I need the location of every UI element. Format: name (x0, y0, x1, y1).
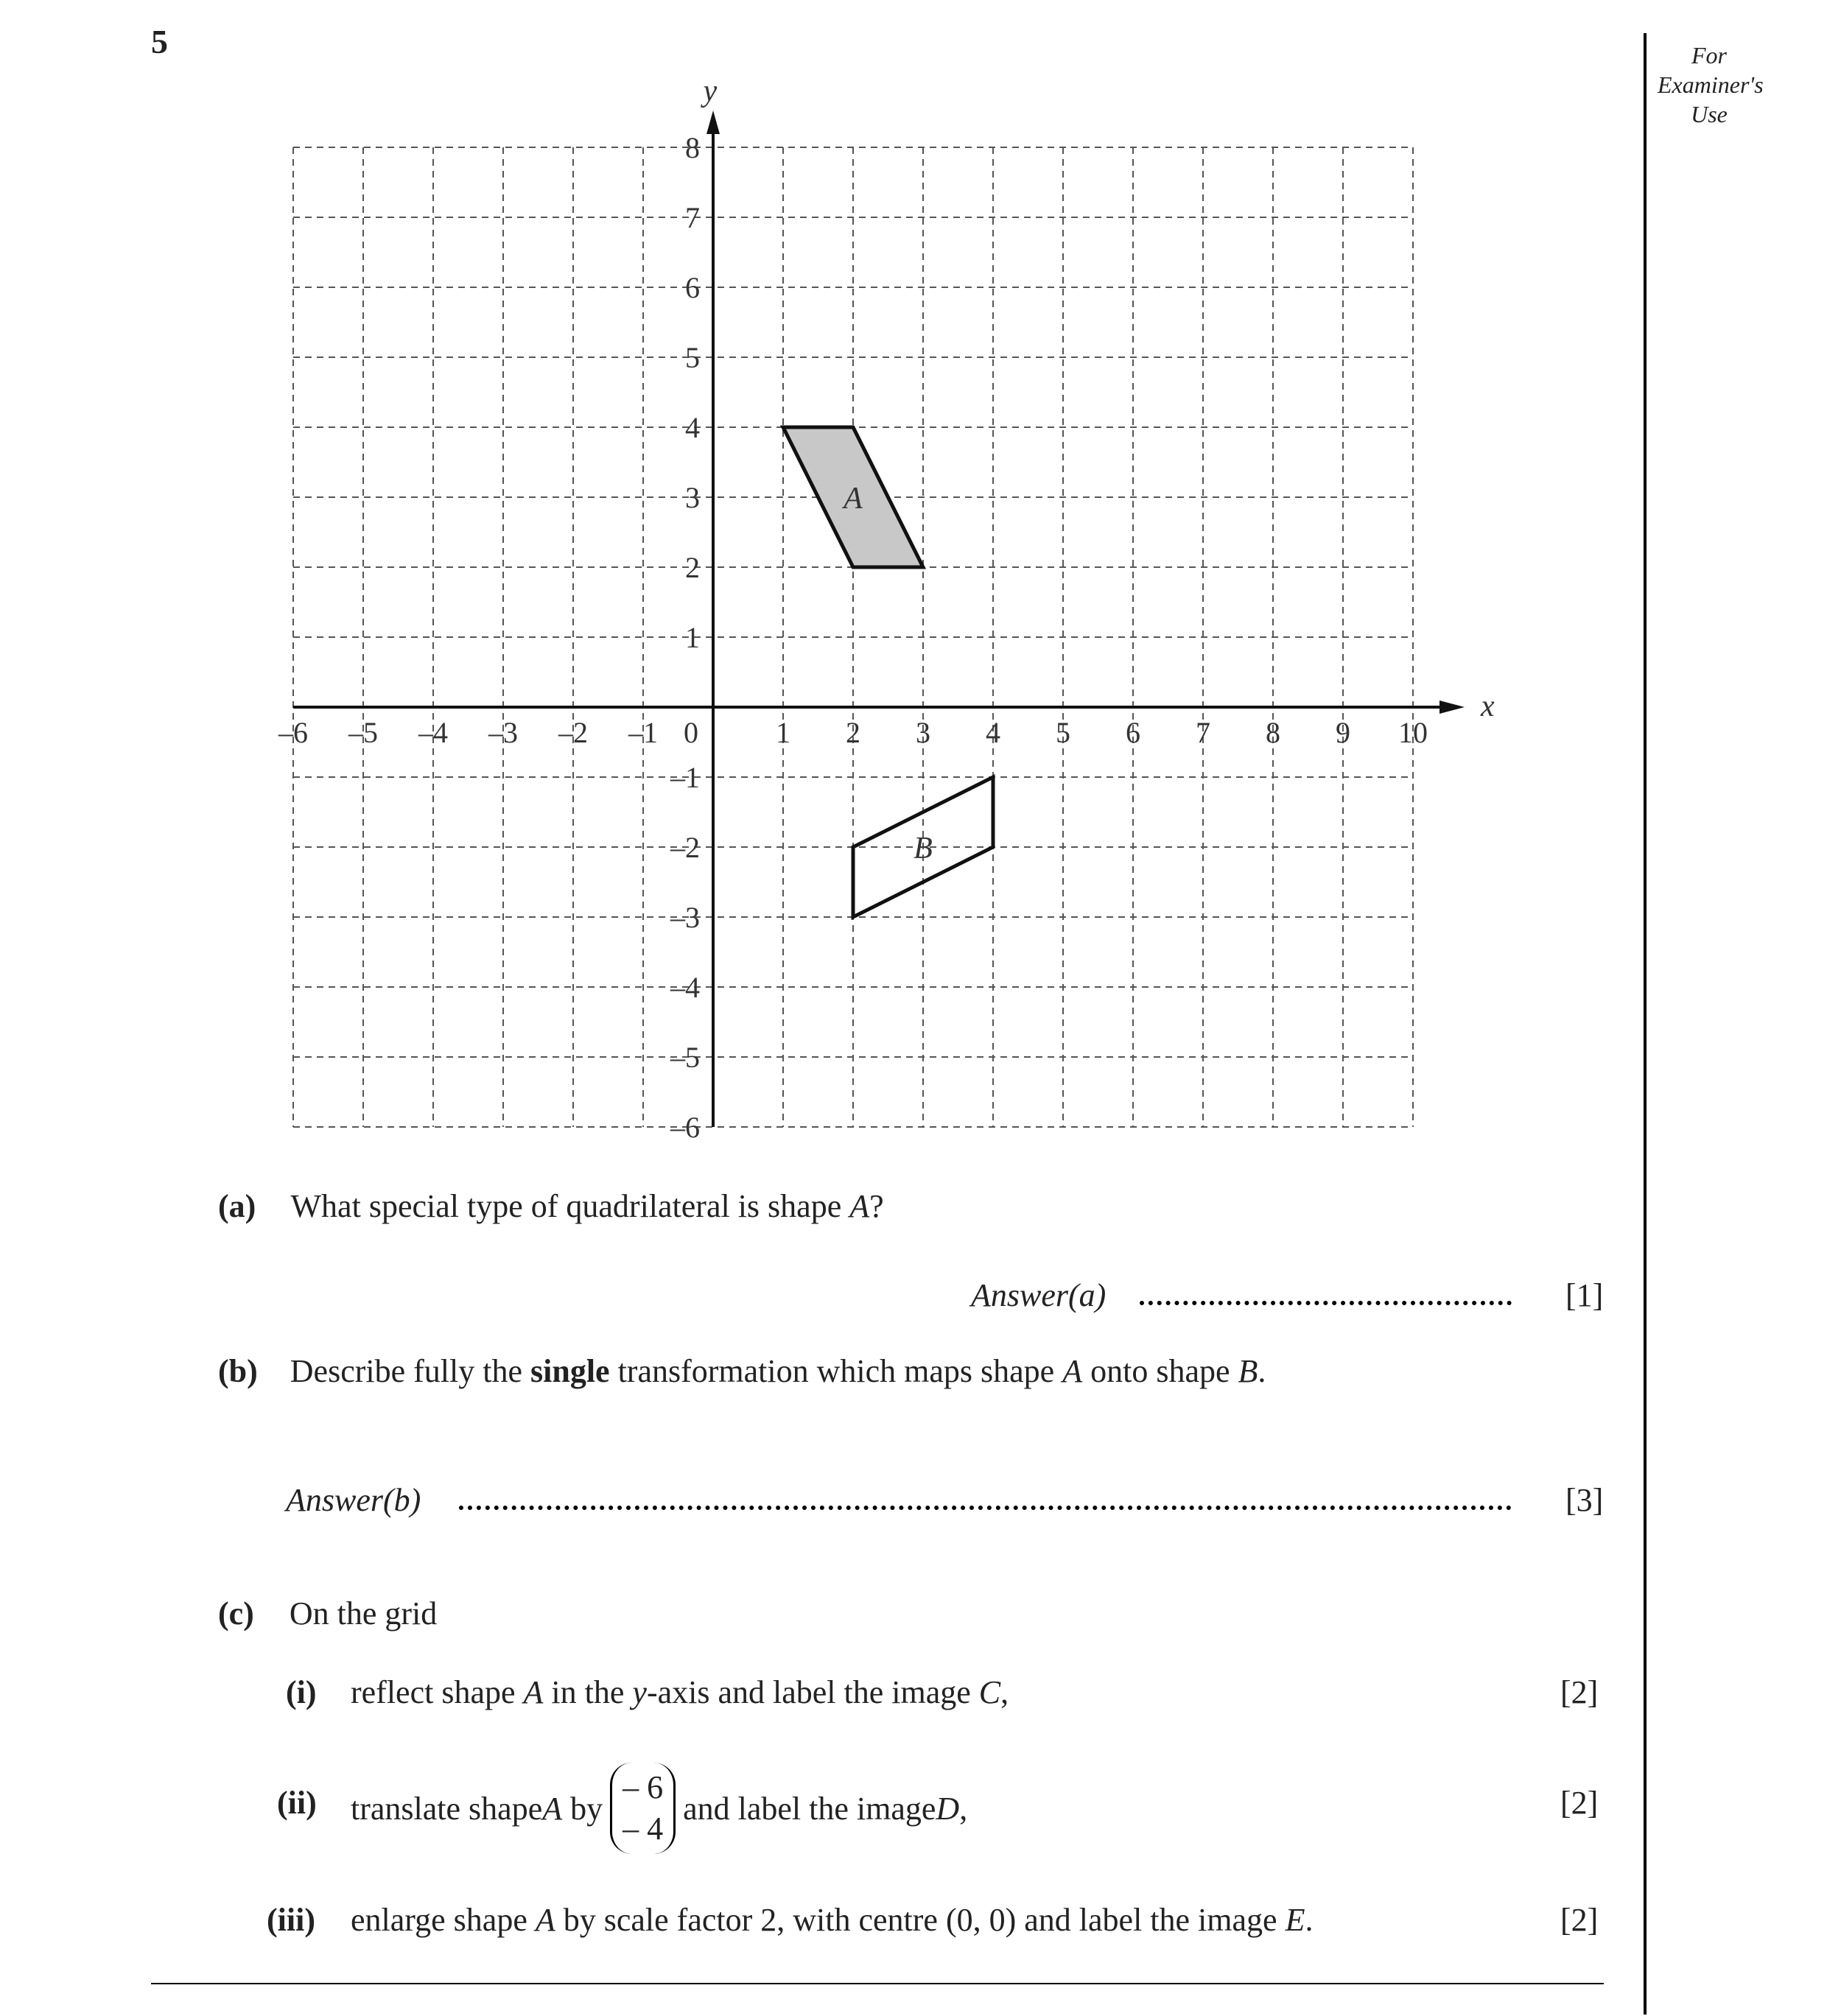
x-tick-label: 3 (916, 716, 930, 749)
part-a-label: (a) (218, 1188, 256, 1224)
question-number: 5 (151, 23, 168, 60)
answer-b-line[interactable] (459, 1506, 1512, 1510)
c-ii-t2: by (570, 1790, 603, 1827)
part-b-text-3: onto shape (1082, 1353, 1238, 1389)
c-i-t3: -axis and label the image (646, 1674, 979, 1710)
y-tick-label: 4 (685, 411, 700, 444)
vector-top: – 6 (623, 1769, 664, 1805)
c-iii-t1: enlarge shape (351, 1902, 536, 1938)
c-i-t1: reflect shape (351, 1674, 524, 1710)
c-i-shape: A (523, 1674, 544, 1710)
c-iii-shape: A (535, 1902, 555, 1938)
part-c-i-marks: [2] (1560, 1674, 1599, 1710)
c-iii-t3: . (1305, 1902, 1314, 1938)
x-tick-label: –6 (278, 716, 308, 749)
part-a-text-end: ? (869, 1188, 884, 1224)
part-b-text-2: transformation which maps shape (609, 1353, 1063, 1389)
c-iii-t2: by scale factor 2, with centre (0, 0) and label the image (555, 1902, 1286, 1938)
part-b-text-4: . (1258, 1353, 1266, 1389)
x-axis-arrow-icon (1439, 700, 1465, 714)
c-ii-t4: , (959, 1790, 968, 1827)
part-c-iii-marks: [2] (1560, 1902, 1599, 1938)
shape-label-b: B (914, 832, 933, 865)
x-tick-label: 5 (1056, 716, 1070, 749)
y-tick-label: –6 (670, 1111, 700, 1144)
x-tick-label: 9 (1336, 716, 1350, 749)
x-axis-label: x (1481, 689, 1495, 723)
part-b-shape-2: B (1238, 1353, 1258, 1389)
part-c-ii-text (351, 1757, 967, 1860)
part-c-ii-label: (ii) (277, 1785, 317, 1821)
y-axis-arrow-icon (706, 110, 720, 134)
bottom-rule (151, 1983, 1604, 1984)
part-c-question (218, 1595, 437, 1632)
x-tick-label: 4 (986, 716, 1000, 749)
y-tick-label: 6 (685, 271, 700, 304)
part-b-question (218, 1352, 1266, 1390)
x-tick-label: –2 (558, 716, 588, 749)
y-tick-label: 2 (685, 551, 700, 584)
c-ii-t3: and label the image (683, 1790, 936, 1827)
part-c-ii-marks: [2] (1560, 1785, 1599, 1821)
part-a-question (218, 1187, 884, 1225)
c-ii-image: D (936, 1790, 960, 1827)
y-tick-label: 1 (685, 621, 700, 654)
x-tick-label: 0 (684, 716, 698, 749)
y-tick-label: –5 (670, 1041, 700, 1074)
part-a-shape: A (849, 1188, 870, 1224)
part-c-i-text (351, 1673, 1009, 1711)
examiner-line-2: Examiner's (1658, 71, 1764, 98)
part-b-bold: single (530, 1353, 610, 1389)
x-tick-label: –3 (488, 716, 518, 749)
y-tick-label: –4 (670, 971, 700, 1004)
x-tick-label: –5 (348, 716, 378, 749)
examiner-line-1: For (1691, 42, 1727, 69)
c-i-y: y (632, 1674, 647, 1710)
x-tick-label: 1 (776, 716, 790, 749)
part-c-text: On the grid (289, 1595, 438, 1632)
c-ii-shape: A (542, 1790, 563, 1827)
part-c-i-label: (i) (286, 1674, 317, 1710)
c-ii-t1: translate shape (351, 1790, 543, 1827)
c-i-t2: in the (543, 1674, 633, 1710)
part-c-iii-text (351, 1901, 1313, 1939)
y-tick-label: –3 (670, 901, 700, 934)
x-tick-label: 6 (1126, 716, 1140, 749)
x-tick-label: 7 (1196, 716, 1210, 749)
y-tick-label: –2 (670, 831, 700, 864)
y-tick-label: 3 (685, 481, 700, 514)
part-b-marks: [3] (1565, 1482, 1604, 1518)
part-c-label: (c) (218, 1595, 254, 1632)
part-b-text-1: Describe fully the (290, 1353, 530, 1389)
x-tick-label: –1 (628, 716, 658, 749)
part-a-marks: [1] (1565, 1277, 1604, 1313)
part-b-shape-1: A (1062, 1353, 1083, 1389)
translation-vector (610, 1763, 676, 1854)
c-iii-image: E (1285, 1902, 1305, 1938)
y-axis-label: y (703, 74, 718, 108)
part-b-label: (b) (218, 1353, 258, 1389)
y-tick-label: 8 (685, 131, 700, 164)
part-c-iii-label: (iii) (267, 1902, 315, 1938)
x-tick-label: 8 (1266, 716, 1280, 749)
y-tick-label: –1 (670, 761, 700, 794)
x-tick-label: 10 (1398, 716, 1428, 749)
answer-b-label: Answer(b) (286, 1482, 421, 1518)
answer-a-label: Answer(a) (971, 1277, 1107, 1313)
part-a-text: What special type of quadrilateral is shape (290, 1188, 850, 1224)
answer-a-line[interactable] (1140, 1301, 1512, 1305)
x-tick-label: 2 (846, 716, 860, 749)
c-i-t4: , (1000, 1674, 1009, 1710)
c-i-image: C (978, 1674, 1001, 1710)
shape-label-a: A (844, 482, 863, 516)
y-tick-label: 7 (685, 201, 700, 234)
x-tick-label: –4 (418, 716, 448, 749)
examiner-line-3: Use (1691, 101, 1728, 127)
y-tick-label: 5 (685, 341, 700, 374)
vector-bottom: – 4 (623, 1810, 664, 1847)
